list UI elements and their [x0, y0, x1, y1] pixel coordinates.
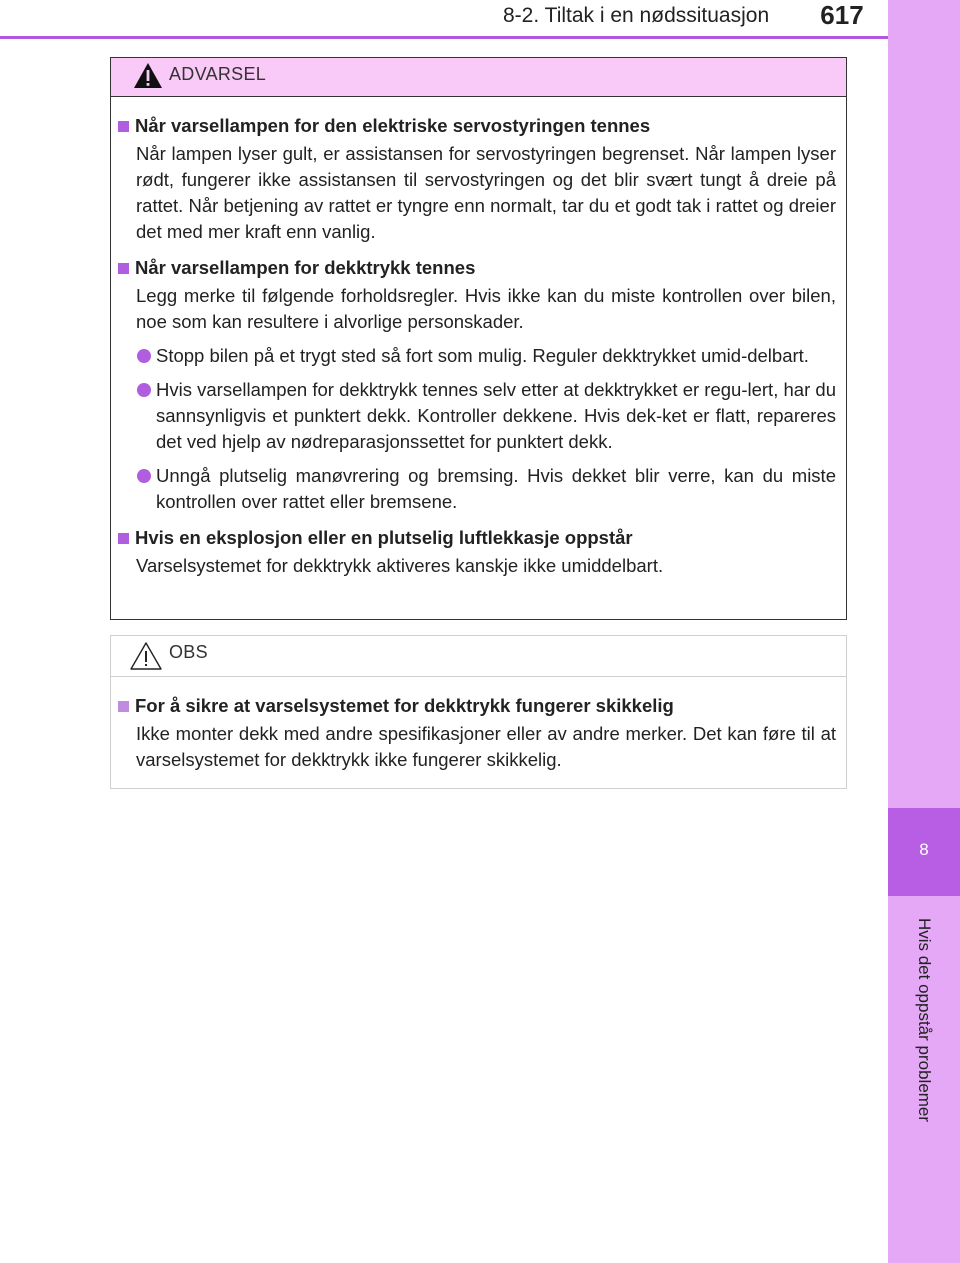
- section-heading: Når varsellampen for dekktrykk tennes: [111, 255, 836, 281]
- chapter-number: 8: [919, 840, 929, 859]
- warning-section-tire-pressure: [111, 255, 836, 515]
- notice-box-header: [111, 636, 846, 677]
- warning-box: [110, 57, 847, 620]
- square-bullet-icon: [118, 121, 129, 132]
- list-item: Stopp bilen på et trygt sted så fort som mulig. Reguler dekktrykket umid-delbart.: [156, 343, 836, 369]
- section-title: 8-2. Tiltak i en nødssituasjon: [503, 4, 770, 27]
- section-text: Legg merke til følgende forholdsregler. Hvis ikke kan du miste kontrollen over bilen, noe som kan resultere i alvorlige personskader.: [136, 285, 836, 332]
- square-bullet-icon: [118, 701, 129, 712]
- list-item: Hvis varsellampen for dekktrykk tennes selv etter at dekktrykket er regu-lert, har du sannsynligvis et punktert dekk. Kontroller dekkene. Hvis dek-ket er flatt, repareres det ved hjelp av nødreparasjonssettet for punktert dekk.: [156, 377, 836, 455]
- square-bullet-icon: [118, 263, 129, 274]
- section-text: Når lampen lyser gult, er assistansen for servostyringen begrenset. Når lampen lyser rødt, fungerer ikke assistansen til servostyringen og det blir svært tungt å dreie på rattet. Når betjening av rattet er tyngre enn normalt, tar du et godt tak i rattet og dreier det med mer kraft enn vanlig.: [136, 143, 836, 242]
- header-rule: [0, 36, 888, 39]
- notice-box-body: [111, 677, 846, 773]
- warning-box-title: ADVARSEL: [169, 64, 267, 84]
- section-heading: For å sikre at varselsystemet for dekktrykk fungerer skikkelig: [111, 693, 836, 719]
- round-bullet-icon: [137, 469, 151, 483]
- section-heading: Når varsellampen for den elektriske servostyringen tennes: [111, 113, 836, 139]
- caution-triangle-icon: [129, 641, 163, 671]
- notice-section-tire-system: [111, 693, 836, 773]
- warning-box-body: [111, 97, 846, 579]
- square-bullet-icon: [118, 533, 129, 544]
- round-bullet-icon: [137, 383, 151, 397]
- section-text: Ikke monter dekk med andre spesifikasjoner eller av andre merker. Det kan føre til at varselsystemet for dekktrykk ikke fungerer skikkelig.: [136, 723, 836, 770]
- round-bullet-icon: [137, 349, 151, 363]
- warning-box-header: [111, 58, 846, 97]
- notice-box: [110, 635, 847, 789]
- chapter-label: Hvis det oppstår problemer: [915, 917, 934, 1123]
- page-number: 617: [820, 0, 864, 30]
- section-heading: Hvis en eksplosjon eller en plutselig luftlekkasje oppstår: [111, 525, 836, 551]
- warning-triangle-icon: [133, 62, 163, 89]
- list-item: Unngå plutselig manøvrering og bremsing. Hvis dekket blir verre, kan du miste kontrollen over rattet eller bremsene.: [156, 463, 836, 515]
- notice-box-title: OBS: [169, 642, 208, 662]
- section-text: Varselsystemet for dekktrykk aktiveres kanskje ikke umiddelbart.: [136, 555, 664, 576]
- warning-section-blowout: [111, 525, 836, 579]
- warning-section-power-steering: [111, 113, 836, 245]
